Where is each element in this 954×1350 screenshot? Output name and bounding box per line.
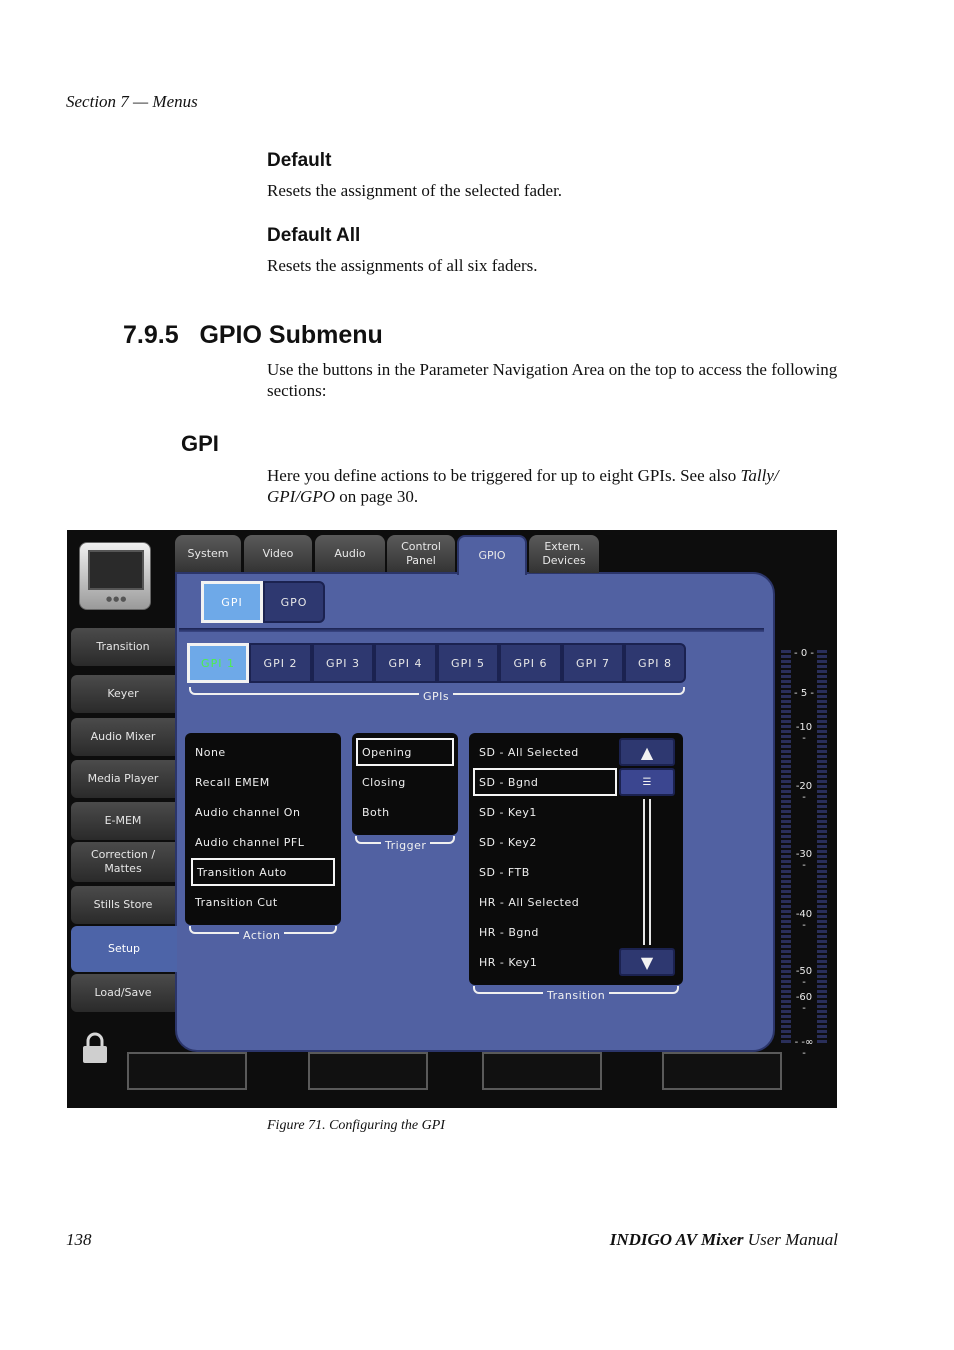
gpi-2-button[interactable]: GPI 2 <box>249 643 312 683</box>
gpio-screenshot <box>67 530 837 1108</box>
default-text: Resets the assignment of the selected fader. <box>267 181 563 200</box>
action-item[interactable]: Audio channel PFL <box>195 835 305 849</box>
tab-gpio[interactable]: GPIO <box>457 535 527 575</box>
action-item[interactable]: Recall EMEM <box>195 775 270 789</box>
scroll-up-button[interactable] <box>619 738 675 766</box>
page-number: 138 <box>66 1230 92 1249</box>
tab-extern-devices[interactable]: Extern. Devices <box>529 535 599 573</box>
trigger-item-selected[interactable]: Opening <box>356 738 454 766</box>
menu-e-mem[interactable]: E-MEM <box>71 802 175 840</box>
menu-stills-store[interactable]: Stills Store <box>71 886 175 924</box>
meter-label: -20 - <box>795 781 813 803</box>
grip-icon: ☰ <box>642 776 652 788</box>
scroll-thumb[interactable] <box>619 768 675 796</box>
tab-video[interactable]: Video <box>244 535 312 573</box>
gpi-8-button[interactable]: GPI 8 <box>624 643 686 683</box>
transition-item[interactable]: HR - Key1 <box>479 955 538 969</box>
default-heading: Default <box>267 150 332 171</box>
gpi-link-line1[interactable]: Tally/ <box>740 466 779 485</box>
monitor-icon[interactable]: ●●● <box>79 542 151 610</box>
gpi-7-button[interactable]: GPI 7 <box>562 643 624 683</box>
panel-divider <box>179 628 764 632</box>
meter-label: - 5 - <box>794 688 814 699</box>
menu-transition[interactable]: Transition <box>71 628 175 666</box>
level-meter <box>779 648 831 1059</box>
meter-label: - -∞ - <box>794 1037 814 1059</box>
transition-item[interactable]: HR - Bgnd <box>479 925 539 939</box>
tab-control-panel[interactable]: Control Panel <box>387 535 455 573</box>
trigger-label: Trigger <box>381 839 430 852</box>
action-item[interactable]: None <box>195 745 226 759</box>
meter-bar-left <box>781 650 791 1045</box>
action-list <box>185 733 341 925</box>
default-all-heading: Default All <box>267 225 361 246</box>
meter-label: -30 - <box>795 849 813 871</box>
gpio-submenu-heading: 7.9.5 GPIO Submenu <box>123 321 383 349</box>
transition-item[interactable]: SD - Key2 <box>479 835 537 849</box>
up-arrow-icon: ▲ <box>640 742 654 762</box>
action-item[interactable]: Transition Cut <box>195 895 278 909</box>
menu-correction-mattes[interactable]: Correction / Mattes <box>71 842 175 882</box>
gpis-label: GPIs <box>419 690 453 703</box>
menu-media-player[interactable]: Media Player <box>71 760 175 798</box>
figure-caption: Figure 71. Configuring the GPI <box>267 1118 445 1133</box>
gpo-button[interactable]: GPO <box>263 581 325 623</box>
gpio-submenu-text: Use the buttons in the Parameter Navigation Area on the top to access the following sections: <box>267 360 838 400</box>
menu-setup[interactable]: Setup <box>71 926 177 972</box>
gpi-button[interactable]: GPI <box>201 581 263 623</box>
softkey-4[interactable] <box>662 1052 782 1090</box>
meter-label: -40 - <box>795 909 813 931</box>
scroll-down-button[interactable] <box>619 948 675 976</box>
tab-system[interactable]: System <box>175 535 241 573</box>
menu-load-save[interactable]: Load/Save <box>71 974 175 1012</box>
transition-item[interactable]: HR - All Selected <box>479 895 580 909</box>
softkey-1[interactable] <box>127 1052 247 1090</box>
meter-label: - 0 - <box>794 648 814 659</box>
gpi-1-button[interactable]: GPI 1 <box>187 643 249 683</box>
down-arrow-icon: ▼ <box>640 952 654 972</box>
gpi-4-button[interactable]: GPI 4 <box>374 643 437 683</box>
default-all-text: Resets the assignments of all six faders. <box>267 256 538 275</box>
gpi-link-line2[interactable]: GPI/GPO <box>267 487 335 506</box>
meter-bar-right <box>817 650 827 1045</box>
softkey-2[interactable] <box>308 1052 428 1090</box>
tab-audio[interactable]: Audio <box>315 535 385 573</box>
gpi-text <box>267 465 847 507</box>
transition-item[interactable]: SD - FTB <box>479 865 530 879</box>
softkey-3[interactable] <box>482 1052 602 1090</box>
doc-name: User Manual <box>743 1230 838 1249</box>
action-item-selected[interactable]: Transition Auto <box>191 858 335 886</box>
gpi-heading: GPI <box>181 431 219 456</box>
transition-item[interactable]: SD - Key1 <box>479 805 537 819</box>
meter-label: -50 - <box>795 966 813 988</box>
section-header: Section 7 — Menus <box>66 92 198 111</box>
scroll-track[interactable] <box>643 799 651 945</box>
gpi-text-after: on page 30. <box>334 487 419 506</box>
transition-item[interactable]: SD - All Selected <box>479 745 579 759</box>
footer-title <box>610 1230 838 1250</box>
transition-list <box>469 733 683 985</box>
meter-label: -10 - <box>795 722 813 744</box>
menu-keyer[interactable]: Keyer <box>71 675 175 713</box>
product-name: INDIGO AV Mixer <box>609 1230 744 1249</box>
menu-audio-mixer[interactable]: Audio Mixer <box>71 718 175 756</box>
gpi-3-button[interactable]: GPI 3 <box>312 643 374 683</box>
gpi-5-button[interactable]: GPI 5 <box>437 643 499 683</box>
action-label: Action <box>239 929 284 942</box>
trigger-item[interactable]: Both <box>362 805 390 819</box>
trigger-list <box>352 733 458 835</box>
lock-icon[interactable] <box>81 1032 109 1064</box>
transition-item-selected[interactable]: SD - Bgnd <box>473 768 617 796</box>
trigger-item[interactable]: Closing <box>362 775 406 789</box>
meter-label: -60 - <box>795 992 813 1014</box>
transition-label: Transition <box>543 989 609 1002</box>
gpi-6-button[interactable]: GPI 6 <box>499 643 562 683</box>
gpi-text-before: Here you define actions to be triggered for up to eight GPIs. See also <box>267 466 741 485</box>
action-item[interactable]: Audio channel On <box>195 805 301 819</box>
